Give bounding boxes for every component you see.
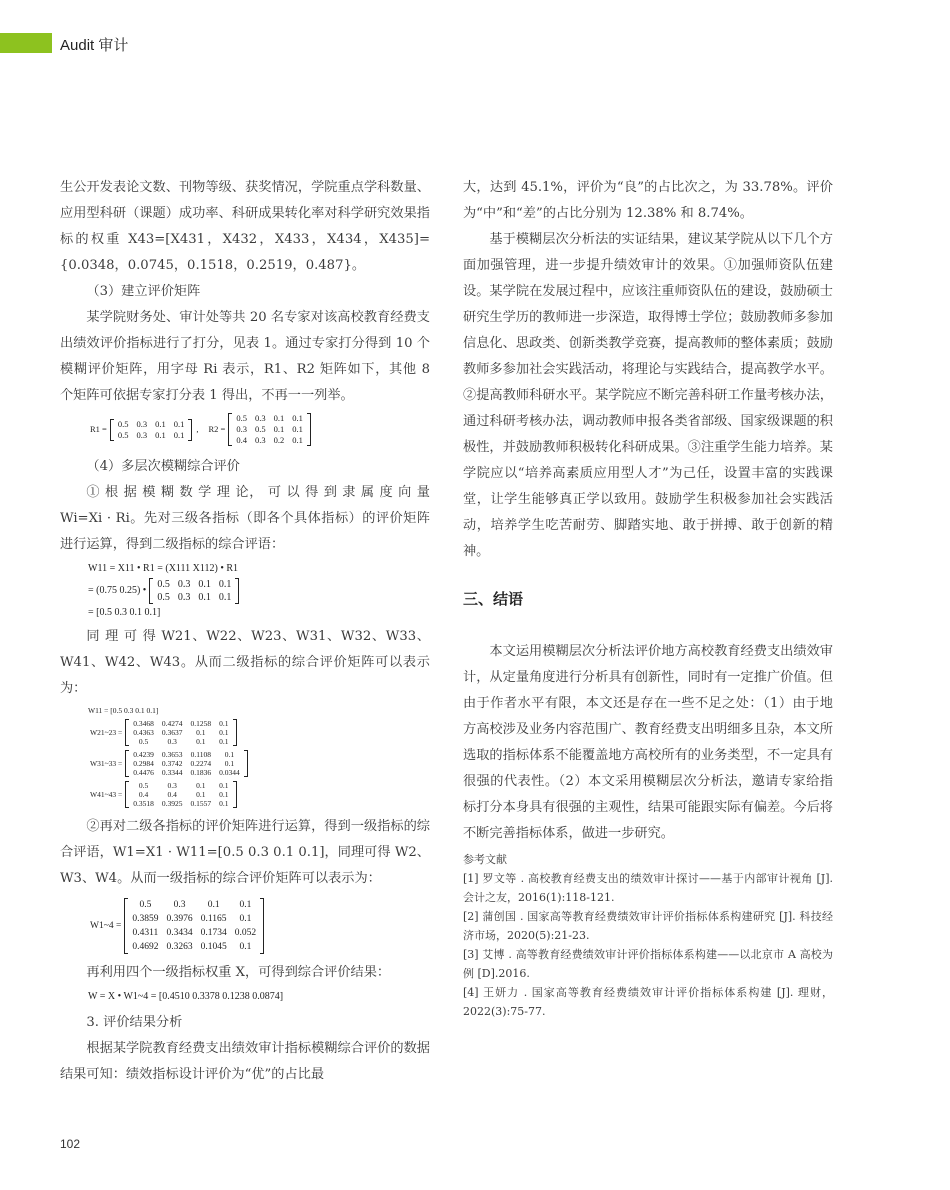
matrix-cell: 0.052 (234, 928, 257, 938)
equation-w11-line3: = [0.5 0.3 0.1 0.1] (88, 607, 161, 618)
matrix-cell: 0.4 (167, 790, 177, 799)
w41-label: W41~43 = (90, 790, 123, 799)
r1-matrix (110, 419, 193, 441)
matrix-row (114, 430, 189, 441)
references-list (463, 869, 833, 1021)
matrix-cell: 0.5 (139, 900, 152, 910)
matrix-cell: 0.3859 (132, 914, 159, 924)
matrix-cell: 0.1 (207, 900, 220, 910)
matrix-row (128, 898, 260, 912)
reference-item: [3] 艾博 . 高等教育经费绩效审计评价指标体系构建——以北京市 A 高校为例 [D].2016. (463, 948, 833, 980)
page-number: 102 (60, 1137, 81, 1151)
matrix-cell: 0.1 (155, 429, 166, 440)
matrix-cell: 0.3518 (133, 799, 154, 808)
r2-label: R2 = (208, 424, 226, 434)
matrix-cell: 0.1 (219, 799, 229, 808)
matrix-row (128, 926, 260, 940)
matrix-cell: 0.1 (219, 728, 229, 737)
left-paragraph-3: ① 根 据 模 糊 数 学 理 论， 可 以 得 到 隶 属 度 向 量 Wi=Xi · Ri。先对三级各指标（即各个具体指标）的评价矩阵进行运算，得到二级指标的综合评语： (60, 485, 430, 552)
matrix-cell: 0.3 (254, 413, 266, 423)
matrix-cell: 0.5 (138, 781, 149, 790)
matrix-cell: 0.3 (136, 418, 148, 429)
matrix-cell: 0.1734 (200, 928, 227, 938)
matrix-cell: 0.0344 (219, 768, 240, 777)
reference-item: [2] 蒲创国 . 国家高等教育经费绩效审计评价指标体系构建研究 [J]. 科技经济市场，2020(5):21-23. (463, 910, 833, 942)
matrix-cell: 0.3 (254, 435, 266, 445)
matrix-cell: 0.1 (196, 790, 206, 799)
matrix-cell: 0.1 (219, 737, 229, 746)
left-paragraph-7: 根据某学院教育经费支出绩效审计指标模糊综合评价的数据结果可知：绩效指标设计评价为“优”的占比最 (60, 1041, 430, 1082)
reference-item: [1] 罗文等 . 高校教育经费支出的绩效审计探讨——基于内部审计视角 [J]. 会计之友，2016(1):118-121. (463, 872, 833, 904)
matrix-row (232, 413, 307, 424)
matrix-cell: 0.4274 (161, 719, 183, 728)
matrix-cell: 0.1 (196, 737, 206, 746)
matrix-row (129, 768, 244, 777)
equation-w11-line1: W11 = X11 • R1 = (X111 X112) • R1 (88, 563, 239, 574)
matrix-cell: 0.1 (173, 418, 185, 429)
matrix-cell: 0.4363 (133, 728, 154, 737)
w41-matrix (125, 781, 236, 808)
matrix-row (129, 790, 232, 799)
matrix-cell: 0.3637 (161, 728, 183, 737)
w21-matrix (125, 719, 236, 746)
matrix-cell: 0.1 (219, 719, 229, 728)
matrix-row (114, 419, 189, 430)
matrix-cell: 0.1 (239, 942, 252, 952)
w31-matrix-row (90, 750, 430, 777)
matrix-row (153, 591, 235, 604)
matrix-cell: 0.1 (198, 592, 211, 603)
matrix-cell: 0.1 (155, 418, 166, 429)
r2-matrix (228, 413, 311, 446)
w21-matrix-row (90, 719, 430, 746)
matrix-cell: 0.4 (138, 790, 149, 799)
matrix-cell: 0.3 (167, 737, 177, 746)
right-paragraph-2: 基于模糊层次分析法的实证结果，建议某学院从以下几个方面加强管理，进一步提升绩效审计的效果。①加强师资队伍建设。某学院在发展过程中，应该注重师资队伍的建设，鼓励硕士研究生学历的教师进一步深造，取得博士学位；鼓励教师多参加信息化、思政类、创新类教学竞赛，提高教师的整体素质；鼓励教师多参加社会实践活动，将理论与实践结合，提高教学水平。②提高教师科研水平。某学院应不断完善科研工作量考核办法，通过科研考核办法，调动教师申报各类省部级、国家级课题的积极性，并鼓励教师积极转化科研成果。③注重学生能力培养。某学院应以“培养高素质应用型人才”为己任，设置丰富的实践课堂，让学生能够真正学以致用。鼓励学生积极参加社会实践活动，培养学生吃苦耐劳、脚踏实地、敢于拼搏、敢于创新的精神。 (463, 232, 833, 559)
matrix-cell: 0.1836 (190, 768, 212, 777)
matrix-cell: 0.1 (196, 728, 206, 737)
matrix-cell: 0.1 (292, 413, 303, 423)
matrix-cell: 0.1 (273, 424, 285, 434)
matrix-cell: 0.5 (254, 424, 266, 434)
matrix-cell: 0.3976 (166, 914, 193, 924)
w11-row: W11 = [0.5 0.3 0.1 0.1] (88, 706, 159, 715)
left-paragraph-2: 某学院财务处、审计处等共 20 名专家对该高校教育经费支出绩效评价指标进行了打分，见表 1。通过专家打分得到 10 个模糊评价矩阵，用字母 Ri 表示，R1、R2 矩阵如下，其他 8 个矩阵可依据专家打分表 1 得出，不再一一列举。 (60, 310, 430, 403)
right-column (463, 175, 833, 1021)
matrix-cell: 0.2274 (190, 759, 212, 768)
matrix-cell: 0.1 (219, 790, 229, 799)
matrix-cell: 0.3742 (161, 759, 183, 768)
matrix-cell: 0.1165 (200, 914, 227, 924)
matrix-row (129, 799, 232, 808)
matrix-cell: 0.1 (224, 750, 235, 759)
equation-final: W = X • W1~4 = [0.4510 0.3378 0.1238 0.0874] (88, 991, 284, 1002)
matrix-cell: 0.1108 (190, 750, 211, 759)
matrix-row (129, 781, 232, 790)
matrix-row (232, 424, 307, 435)
matrix-cell: 0.4239 (133, 750, 154, 759)
matrix-cell: 0.3 (236, 424, 247, 434)
matrix-cell: 0.1 (219, 781, 229, 790)
left-column (60, 175, 430, 1088)
matrix-cell: 0.4 (236, 435, 247, 445)
matrix-cell: 0.5 (157, 592, 170, 603)
matrix-cell: 0.1 (239, 914, 252, 924)
w31-label: W31~33 = (90, 759, 123, 768)
header-title: Audit 审计 (60, 37, 129, 54)
matrix-cell: 0.1258 (190, 719, 212, 728)
matrix-row (232, 435, 307, 446)
section-title-conclusion: 三、结语 (463, 591, 524, 608)
matrix-cell: 0.3344 (161, 768, 183, 777)
subheading-results: 3. 评价结果分析 (86, 1015, 183, 1030)
matrix-cell: 0.1 (218, 592, 232, 603)
w14-label: W1~4 = (90, 921, 122, 931)
matrix-row (128, 940, 260, 954)
matrix-cell: 0.3 (136, 429, 148, 440)
matrix-cell: 0.3 (167, 781, 177, 790)
matrix-cell: 0.3434 (166, 928, 193, 938)
subheading-3: （3）建立评价矩阵 (86, 284, 201, 299)
reference-item: [4] 王妍力 . 国家高等教育经费绩效审计评价指标体系构建 [J]. 理财，2022(3):75-77. (463, 986, 833, 1018)
matrix-cell: 0.5 (138, 737, 149, 746)
matrix-cell: 0.1557 (190, 799, 212, 808)
matrix-cell: 0.1 (218, 579, 232, 590)
matrix-row (128, 912, 260, 926)
matrix-row (129, 728, 232, 737)
right-paragraph-3: 本文运用模糊层次分析法评价地方高校教育经费支出绩效审计，从定量角度进行分析具有创新性，同时有一定推广价值。但由于作者水平有限，本文还是存在一些不足之处：（1）由于地方高校涉及业务内容范围广、教育经费支出明细多且杂，本文所选取的指标体系不能覆盖地方高校所有的业务类型，不一定具有很强的代表性。（2）本文采用模糊层次分析法，邀请专家给指标打分本身具有很强的主观性，结果可能跟实际有偏差。今后将不断完善指标体系，做进一步研究。 (463, 644, 833, 841)
w41-matrix-row (90, 781, 430, 808)
matrix-cell: 0.1 (292, 424, 303, 434)
matrix-cell: 0.2 (273, 435, 285, 445)
matrix-cell: 0.1 (292, 435, 303, 445)
equation-w11-prefix: = (0.75 0.25) • (88, 585, 147, 596)
w14-matrix (124, 898, 264, 954)
matrix-cell: 0.5 (117, 429, 129, 440)
left-paragraph-4: 同 理 可 得 W21、W22、W23、W31、W32、W33、W41、W42、W43。从而二级指标的综合评价矩阵可以表示为： (60, 629, 430, 696)
equation-w11-line2 (88, 578, 430, 604)
equation-w11-matrix (149, 578, 239, 604)
header-accent-bar (0, 33, 52, 53)
w14-matrix-row (90, 898, 430, 954)
matrix-row (129, 737, 232, 746)
matrix-row (129, 750, 244, 759)
matrix-cell: 0.1 (173, 429, 185, 440)
matrix-cell: 0.1 (196, 781, 206, 790)
matrix-cell: 0.3468 (133, 719, 154, 728)
matrix-cell: 0.3 (177, 592, 191, 603)
references-heading: 参考文献 (463, 853, 507, 866)
matrix-cell: 0.5 (157, 579, 170, 590)
matrix-cell: 0.4476 (133, 768, 154, 777)
matrix-row (129, 759, 244, 768)
matrix-row (129, 719, 232, 728)
right-paragraph-1: 大，达到 45.1%，评价为“良”的占比次之，为 33.78%。评价为“中”和“差”的占比分别为 12.38% 和 8.74%。 (463, 180, 833, 221)
r1-label: R1 = (90, 424, 107, 434)
matrix-cell: 0.4692 (132, 942, 159, 952)
matrix-cell: 0.3925 (161, 799, 183, 808)
matrix-cell: 0.3653 (161, 750, 183, 759)
matrix-cell: 0.1 (224, 759, 235, 768)
matrix-cell: 0.1 (239, 900, 252, 910)
matrix-cell: 0.5 (117, 418, 129, 429)
matrix-cell: 0.1045 (200, 942, 227, 952)
w31-matrix (125, 750, 248, 777)
r1-r2-matrices: R1 = 0.5 0.3 0.1 0.1 0.5 0.3 0.1 0.1 , R2 = 0.5 0.3 0.1 0.1 0.3 0.5 0.1 0.1 0.4 0.3 0.2 0.1 (90, 413, 430, 446)
left-paragraph-1: 生公开发表论文数、刊物等级、获奖情况，学院重点学科数量、应用型科研（课题）成功率、科研成果转化率对科学研究效果指标的权重 X43=[X431，X432，X433，X434，X435]={0.0348，0.0745，0.1518，0.2519，0.487}。 (60, 180, 430, 273)
matrix-cell: 0.2984 (133, 759, 154, 768)
matrix-cell: 0.3 (177, 579, 191, 590)
left-paragraph-5: ②再对二级各指标的评价矩阵进行运算，得到一级指标的综合评语，W1=X1 · W11=[0.5 0.3 0.1 0.1]，同理可得 W2、W3、W4。从而一级指标的综合评价矩阵可以表示为： (60, 819, 430, 886)
matrix-cell: 0.1 (273, 413, 285, 423)
matrix-cell: 0.3 (173, 900, 186, 910)
subheading-4: （4）多层次模糊综合评价 (86, 459, 240, 474)
matrix-cell: 0.5 (236, 413, 247, 423)
w21-label: W21~23 = (90, 728, 123, 737)
left-paragraph-6: 再利用四个一级指标权重 X，可得到综合评价结果： (86, 965, 391, 980)
matrix-row (153, 578, 235, 591)
matrix-cell: 0.1 (198, 579, 211, 590)
matrix-cell: 0.4311 (132, 928, 159, 938)
matrix-cell: 0.3263 (166, 942, 193, 952)
